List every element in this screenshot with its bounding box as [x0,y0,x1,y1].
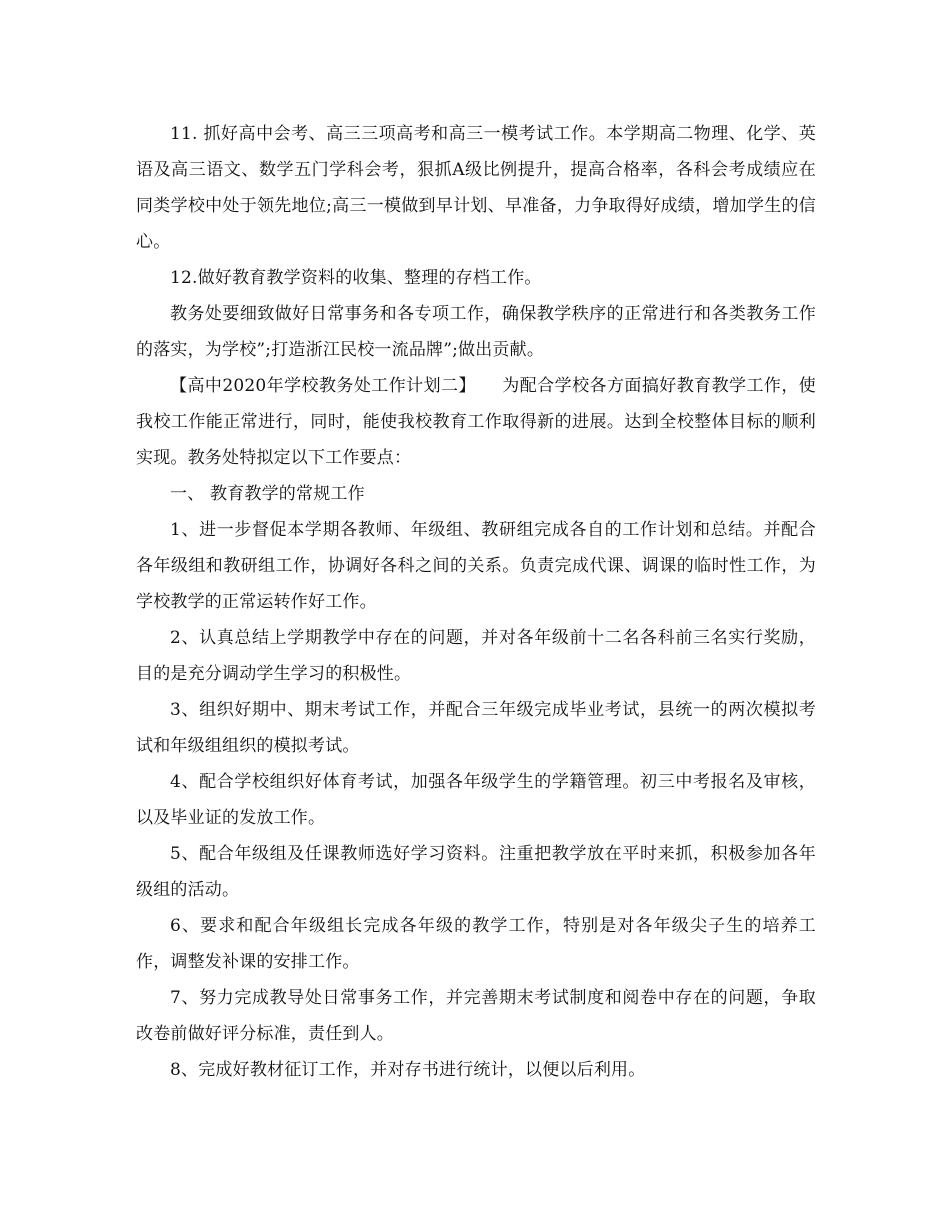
paragraph-item-2: 2、认真总结上学期教学中存在的问题，并对各年级前十二名各科前三名实行奖励，目的是充分调动学生学习的积极性。 [136,628,816,684]
paragraph-item-11: 11. 抓好高中会考、高三三项高考和高三一模考试工作。本学期高二物理、化学、英语及高三语文、数学五门学科会考，狠抓A级比例提升，提高合格率，各科会考成绩应在同类学校中处于领先地位;高三一模做到早计划、早准备，力争取得好成绩，增加学生的信心。 [136,124,816,252]
document-body [136,116,816,1088]
paragraph-item-5: 5、配合年级组及任课教师选好学习资料。注重把教学放在平时来抓，积极参加各年级组的活动。 [136,844,816,900]
paragraph-item-8: 8、完成好教材征订工作，并对存书进行统计，以便以后利用。 [170,1060,646,1080]
paragraph-item-7: 7、努力完成教导处日常事务工作，并完善期末考试制度和阅卷中存在的问题，争取改卷前做好评分标准，责任到人。 [136,988,816,1044]
section-heading-routine-work: 一、 教育教学的常规工作 [170,484,365,504]
paragraph-plan-two-intro: 【高中2020年学校教务处工作计划二】 为配合学校各方面搞好教育教学工作，使我校工作能正常进行，同时，能使我校教育工作取得新的进展。达到全校整体目标的顺利实现。教务处特拟定以下工作要点： [136,376,816,468]
paragraph-item-6: 6、要求和配合年级组长完成各年级的教学工作，特别是对各年级尖子生的培养工作，调整发补课的安排工作。 [136,916,816,972]
paragraph-summary: 教务处要细致做好日常事务和各专项工作，确保教学秩序的正常进行和各类教务工作的落实，为学校”;打造浙江民校一流品牌”;做出贡献。 [136,304,816,360]
paragraph-item-3: 3、组织好期中、期末考试工作，并配合三年级完成毕业考试，县统一的两次模拟考试和年级组组织的模拟考试。 [136,700,816,756]
paragraph-item-1: 1、进一步督促本学期各教师、年级组、教研组完成各自的工作计划和总结。并配合各年级组和教研组工作，协调好各科之间的关系。负责完成代课、调课的临时性工作，为学校教学的正常运转作好工作。 [136,520,816,612]
paragraph-item-4: 4、配合学校组织好体育考试，加强各年级学生的学籍管理。初三中考报名及审核，以及毕业证的发放工作。 [136,772,816,828]
paragraph-item-12: 12.做好教育教学资料的收集、整理的存档工作。 [170,268,542,288]
